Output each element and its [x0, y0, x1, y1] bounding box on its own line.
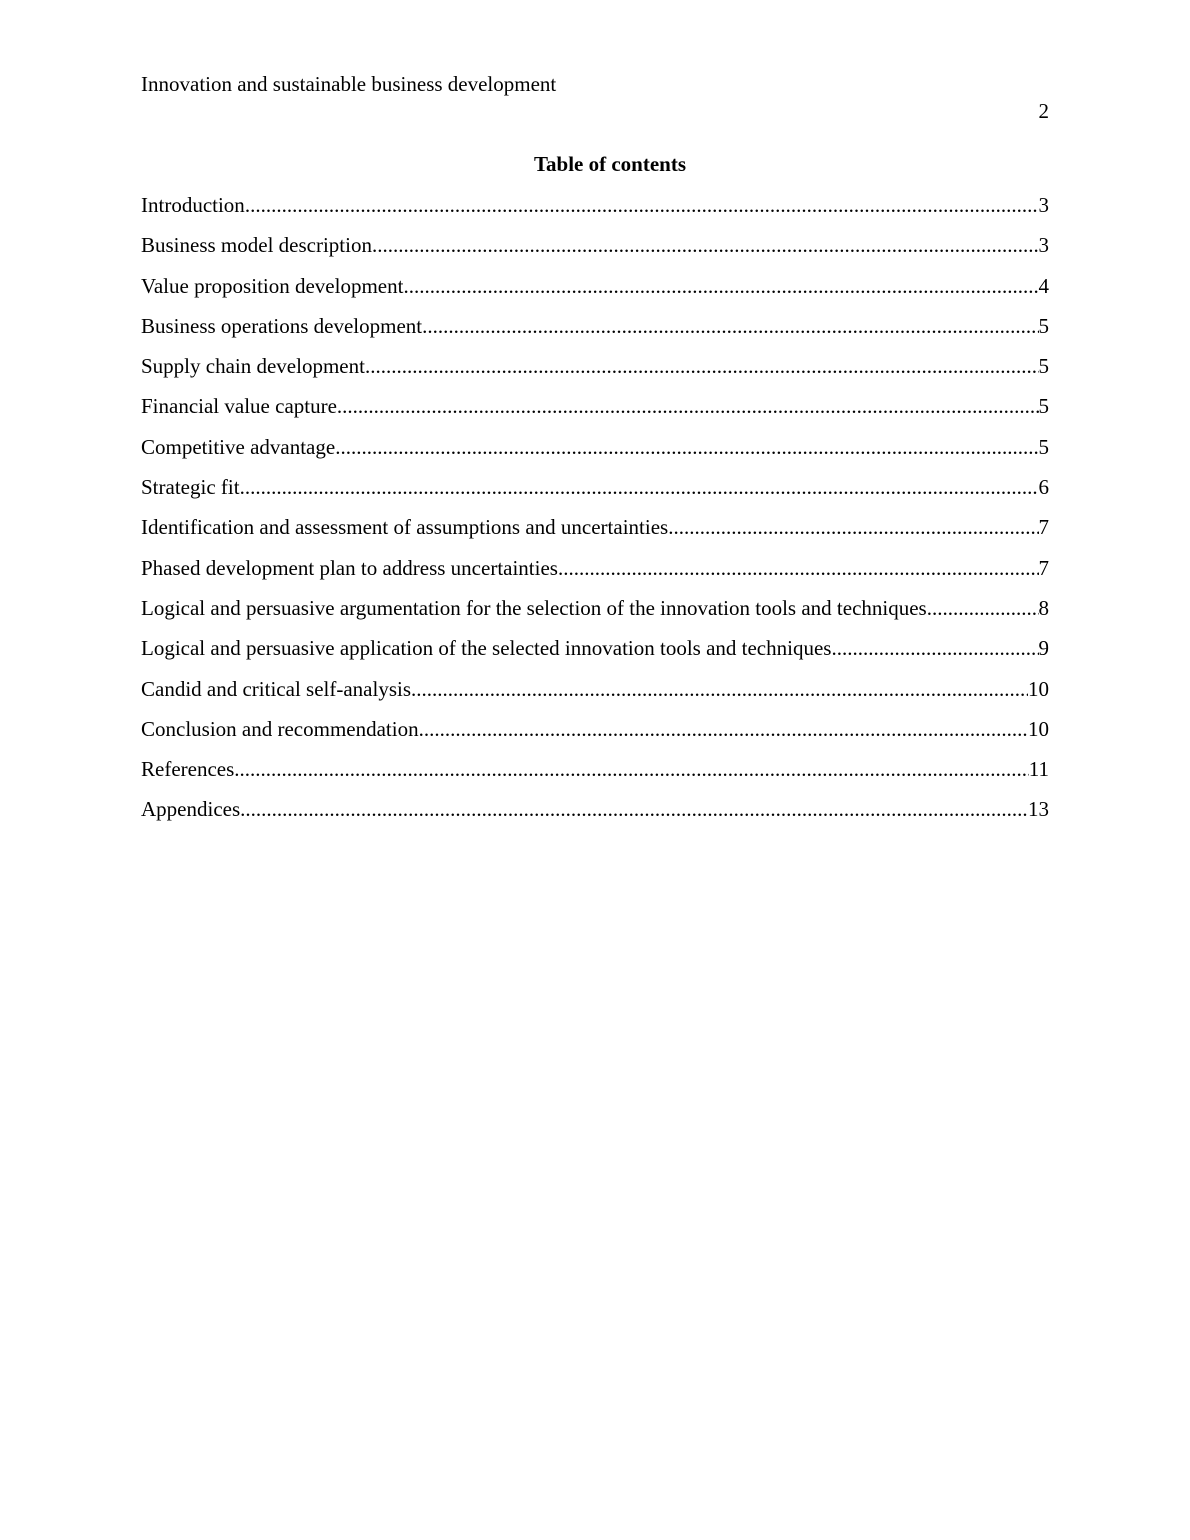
toc-entry-page: 13 — [1028, 797, 1049, 822]
toc-entry-label: Introduction — [141, 193, 245, 217]
toc-entry-page: 4 — [1038, 273, 1049, 298]
toc-entry[interactable] — [141, 352, 1049, 392]
toc-entry-label: Competitive advantage — [141, 434, 336, 459]
toc-dot-leader — [365, 352, 1039, 380]
toc-entry-label: Strategic fit — [141, 475, 240, 500]
toc-dot-leader — [335, 433, 1038, 461]
toc-entry-label: Identification and assessment of assumptions and uncertainties — [141, 515, 669, 540]
running-head: Innovation and sustainable business development — [141, 72, 557, 96]
toc-entry-page: 10 — [1028, 716, 1049, 741]
toc-entry-page: 10 — [1028, 676, 1049, 701]
toc-entry[interactable] — [141, 795, 1049, 835]
toc-entry-page: 8 — [1038, 595, 1049, 620]
toc-entry[interactable] — [141, 594, 1049, 634]
toc-entry-label: Value proposition development — [141, 273, 404, 298]
toc-entry-label: References — [141, 757, 235, 782]
toc-dot-leader — [419, 715, 1028, 743]
toc-entry-page: 5 — [1038, 394, 1049, 419]
toc-dot-leader — [372, 231, 1039, 259]
toc-entry[interactable] — [141, 715, 1049, 755]
toc-entry-label: Financial value capture — [141, 394, 337, 419]
toc-entry-page: 9 — [1038, 636, 1049, 661]
toc-entry[interactable] — [141, 755, 1049, 795]
toc-entry[interactable] — [141, 513, 1049, 553]
toc-dot-leader — [668, 513, 1038, 541]
toc-entry-page: 5 — [1038, 354, 1049, 379]
toc-entry[interactable] — [141, 675, 1049, 715]
toc-entry-label: Business operations development — [141, 313, 423, 338]
toc-entry-label: Supply chain development — [141, 354, 365, 379]
toc-entry[interactable] — [141, 312, 1049, 352]
toc-entry-page: 7 — [1038, 515, 1049, 540]
toc-entry[interactable] — [141, 272, 1049, 312]
toc-title: Table of contents — [533, 152, 687, 176]
toc-entry-page: 3 — [1038, 193, 1049, 217]
page-number: 2 — [1038, 99, 1049, 123]
toc-dot-leader — [403, 272, 1038, 300]
toc-dot-leader — [411, 675, 1028, 703]
toc-dot-leader — [240, 795, 1028, 823]
toc-entry-page: 6 — [1038, 475, 1049, 500]
toc-entry-label: Business model description — [141, 233, 372, 258]
toc-dot-leader — [234, 755, 1028, 783]
toc-entry-label: Appendices — [141, 797, 241, 822]
toc-entry[interactable] — [141, 392, 1049, 432]
toc-dot-leader — [831, 634, 1038, 662]
toc-entry[interactable] — [141, 634, 1049, 674]
toc-entry-label: Logical and persuasive application of the selected innovation tools and techniques — [141, 636, 832, 661]
toc-entry[interactable] — [141, 231, 1049, 271]
toc-entry-page: 5 — [1038, 434, 1049, 459]
toc-dot-leader — [422, 312, 1038, 340]
toc-entry-label: Phased development plan to address uncertainties — [141, 555, 558, 580]
toc-entry[interactable] — [141, 433, 1049, 473]
toc-dot-leader — [337, 392, 1039, 420]
toc-dot-leader — [558, 554, 1039, 582]
toc-dot-leader — [240, 473, 1039, 501]
toc-entry-page: 3 — [1038, 233, 1049, 258]
toc-entry-label: Logical and persuasive argumentation for the selection of the innovation tools and techniques — [141, 595, 927, 620]
toc-entry-page: 11 — [1028, 757, 1049, 782]
toc-entry-label: Conclusion and recommendation — [141, 716, 419, 741]
toc-dot-leader — [927, 594, 1039, 622]
toc-entry-page: 5 — [1038, 313, 1049, 338]
toc-entry-page: 7 — [1038, 555, 1049, 580]
toc-entry-label: Candid and critical self-analysis — [141, 676, 411, 701]
toc-entry[interactable] — [141, 473, 1049, 513]
toc-entry[interactable] — [141, 554, 1049, 594]
toc-entry[interactable] — [141, 191, 1049, 231]
toc-dot-leader — [245, 191, 1039, 219]
table-of-contents — [141, 191, 1049, 836]
